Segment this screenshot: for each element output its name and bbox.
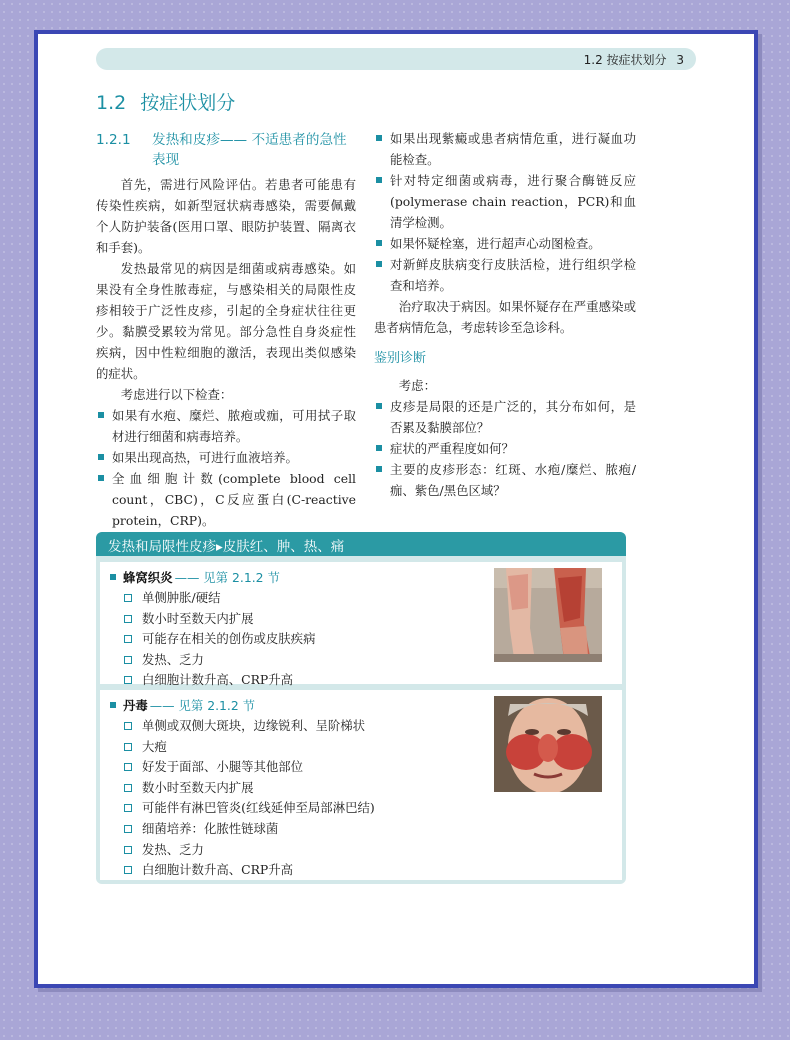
erysipelas-face-photo [494, 696, 602, 792]
list-item: 可能存在相关的创伤或皮肤疾病 [124, 629, 315, 650]
section-title-text: 按症状划分 [140, 92, 236, 114]
list-item: 单侧肿胀/硬结 [124, 588, 315, 609]
list-item: 症状的严重程度如何？ [374, 438, 636, 459]
list-item: 对新鲜皮肤病变行皮肤活检，进行组织学检查和培养。 [374, 254, 636, 296]
list-item: 数小时至数天内扩展 [124, 609, 315, 630]
feature-list [124, 588, 315, 691]
list-item: 如果出现高热，可进行血液培养。 [96, 447, 356, 468]
condition-name: 丹毒 [123, 698, 148, 713]
list-item: 如果有水疱、糜烂、脓疱或痂，可用拭子取材进行细菌和病毒培养。 [96, 405, 356, 447]
exam-list [96, 405, 356, 531]
list-item: 发热、乏力 [124, 650, 315, 671]
list-item: 大疱 [124, 737, 375, 758]
section-number: 1.2 [96, 92, 127, 114]
subsection-title: 发热和皮疹—— 不适患者的急性表现 [152, 132, 347, 168]
list-item: 发热、乏力 [124, 840, 375, 861]
exam-list-continued [374, 128, 636, 296]
box-title: 发热和局限性皮疹▸皮肤红、肿、热、痛 [96, 532, 626, 556]
subsection-number: 1.2.1 [96, 132, 131, 148]
list-item: 好发于面部、小腿等其他部位 [124, 757, 375, 778]
condition-heading [110, 696, 255, 714]
subsection-heading [96, 130, 356, 170]
list-item: 单侧或双侧大斑块，边缘锐利、呈阶梯状 [124, 716, 375, 737]
list-item: 皮疹是局限的还是广泛的，其分布如何，是否累及黏膜部位？ [374, 396, 636, 438]
list-item: 如果怀疑栓塞，进行超声心动图检查。 [374, 233, 636, 254]
paragraph: 考虑进行以下检查： [120, 387, 233, 402]
list-item: 可能伴有淋巴管炎(红线延伸至局部淋巴结) [124, 798, 375, 819]
cross-reference-link[interactable]: —— 见第 2.1.2 节 [174, 570, 280, 585]
diagnosis-box [96, 532, 626, 884]
dd-list [374, 396, 636, 501]
list-item: 白细胞计数升高、CRP升高 [124, 670, 315, 691]
list-item: 白细胞计数升高、CRP升高 [124, 860, 375, 881]
page-number: 3 [676, 53, 684, 67]
list-item: 细菌培养：化脓性链球菌 [124, 819, 375, 840]
running-header [96, 48, 696, 70]
header-section: 1.2 按症状划分 [583, 53, 667, 67]
list-item: 数小时至数天内扩展 [124, 778, 375, 799]
differential-diagnosis-heading: 鉴别诊断 [374, 351, 427, 366]
cellulitis-legs-photo [494, 568, 602, 662]
list-item: 主要的皮疹形态：红斑、水疱/糜烂、脓疱/痂、紫色/黑色区域？ [374, 459, 636, 501]
paragraph: 首先，需进行风险评估。若患者可能患有传染性疾病，如新型冠状病毒感染，需要佩戴个人防护装备(医用口罩、眼防护装置、隔离衣和手套)。 [96, 177, 356, 255]
list-item: 全血细胞计数(complete blood cell count，CBC)，C反应蛋白(C-reactive protein，CRP)。 [96, 468, 356, 531]
bullet-square-icon [110, 574, 116, 580]
condition-name: 蜂窝织炎 [123, 570, 173, 585]
left-column [96, 130, 356, 531]
cross-reference-link[interactable]: —— 见第 2.1.2 节 [149, 698, 256, 713]
right-column [374, 128, 636, 501]
list-item: 如果出现紫癜或患者病情危重，进行凝血功能检查。 [374, 128, 636, 170]
condition-card-erysipelas [100, 690, 622, 880]
dd-intro: 考虑： [398, 378, 436, 393]
paragraph: 发热最常见的病因是细菌或病毒感染。如果没有全身性脓毒症，与感染相关的局限性皮疹相较于广泛性皮疹，引起的全身症状往往更少。黏膜受累较为常见。部分急性自身炎症性疾病，因中性粒细胞的激活，表现出类似感染的症状。 [96, 261, 356, 381]
feature-list [124, 716, 375, 881]
paragraph: 治疗取决于病因。如果怀疑存在严重感染或患者病情危急，考虑转诊至急诊科。 [374, 299, 636, 335]
condition-card-cellulitis [100, 562, 622, 688]
list-item: 针对特定细菌或病毒，进行聚合酶链反应(polymerase chain reaction，PCR)和血清学检测。 [374, 170, 636, 233]
condition-heading [110, 568, 280, 586]
section-title [96, 88, 235, 115]
bullet-square-icon [110, 702, 116, 708]
